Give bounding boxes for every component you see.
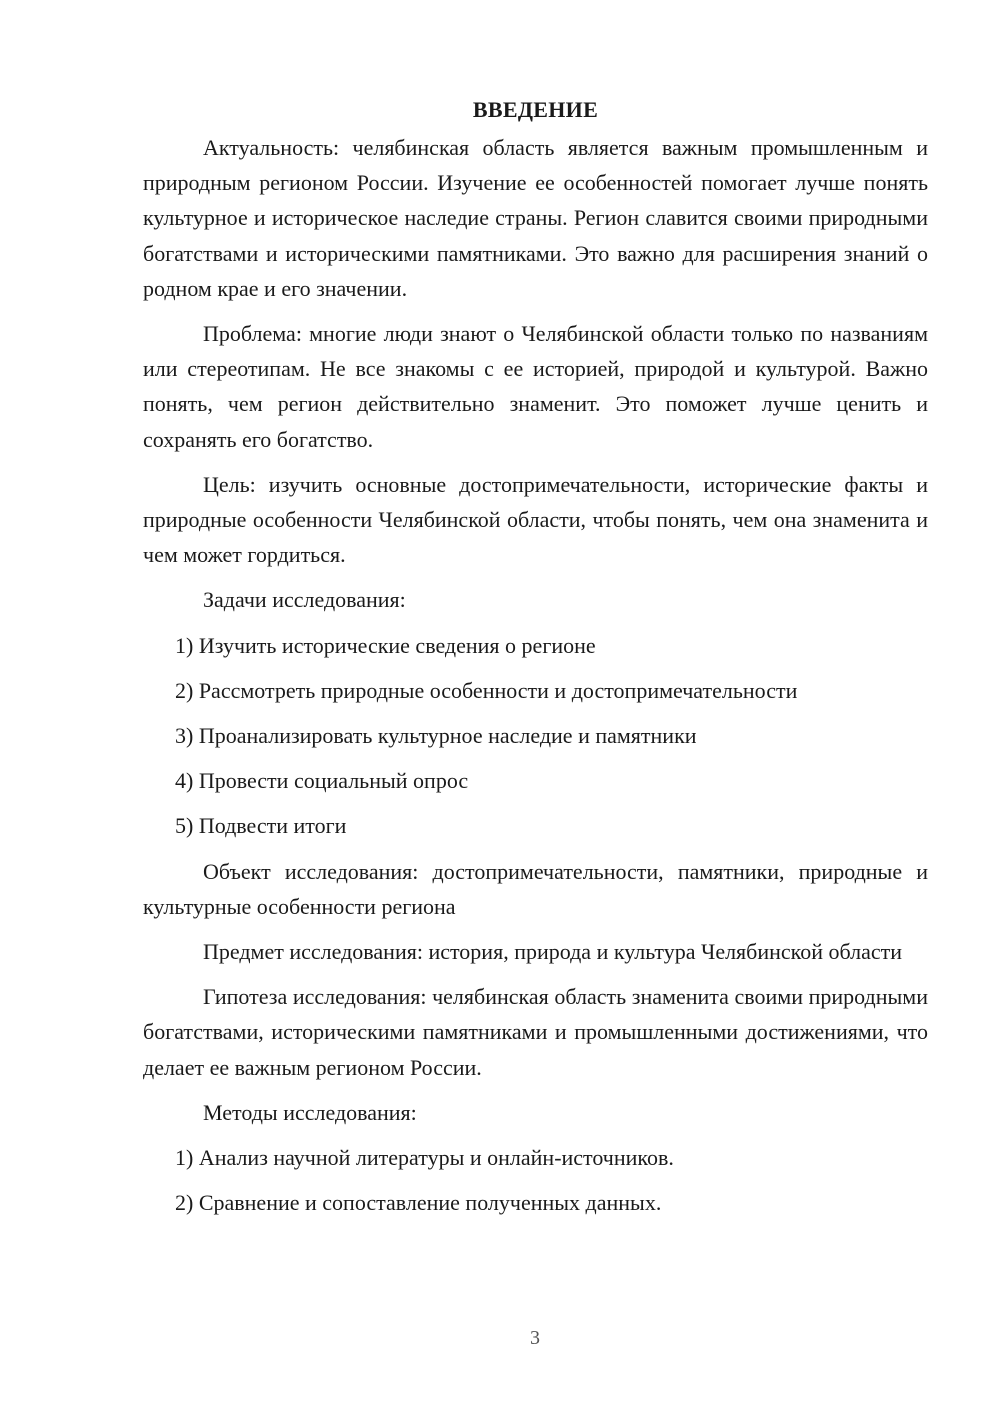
page-number: 3 — [530, 1327, 540, 1349]
subject-paragraph: Предмет исследования: история, природа и культура Челябинской области — [203, 939, 903, 965]
goal-paragraph: Цель: изучить основные достопримечательности, исторические факты и природные особенности Челябинской области, чтобы понять, чем она знаменита и чем может гордиться. — [143, 471, 928, 568]
methods-list — [143, 1140, 928, 1220]
document-page — [143, 92, 928, 1230]
list-item: 1) Изучить исторические сведения о регионе — [175, 632, 596, 658]
list-item: 2) Рассмотреть природные особенности и достопримечательности — [175, 677, 798, 703]
list-item: 5) Подвести итоги — [175, 813, 347, 839]
list-item: 3) Проанализировать культурное наследие и памятники — [175, 723, 697, 749]
object-paragraph: Объект исследования: достопримечательности, памятники, природные и культурные особенности региона — [143, 858, 928, 919]
list-item: 2) Сравнение и сопоставление полученных данных. — [175, 1190, 662, 1216]
relevance-paragraph: Актуальность: челябинская область является важным промышленным и природным регионом России. Изучение ее особенностей помогает лучше понять культурное и историческое наследие страны. Регион славится своими природными богатствами и историческими памятниками. Это важно для расширения знаний о родном крае и его значении. — [143, 135, 928, 301]
list-item: 1) Анализ научной литературы и онлайн-источников. — [175, 1145, 674, 1171]
problem-paragraph: Проблема: многие люди знают о Челябинской области только по названиям или стереотипам. Не все знакомы с ее историей, природой и культурой. Важно понять, чем регион действительно знаменит. Это поможет лучше ценить и сохранять его богатство. — [143, 321, 928, 452]
tasks-heading: Задачи исследования: — [203, 587, 406, 613]
hypothesis-paragraph: Гипотеза исследования: челябинская область знаменита своими природными богатствами, историческими памятниками и промышленными достижениями, что делает ее важным регионом России. — [143, 984, 928, 1080]
list-item: 4) Провести социальный опрос — [175, 768, 469, 794]
methods-heading: Методы исследования: — [203, 1099, 417, 1125]
section-title: ВВЕДЕНИЕ — [472, 97, 599, 122]
tasks-list — [143, 628, 928, 844]
